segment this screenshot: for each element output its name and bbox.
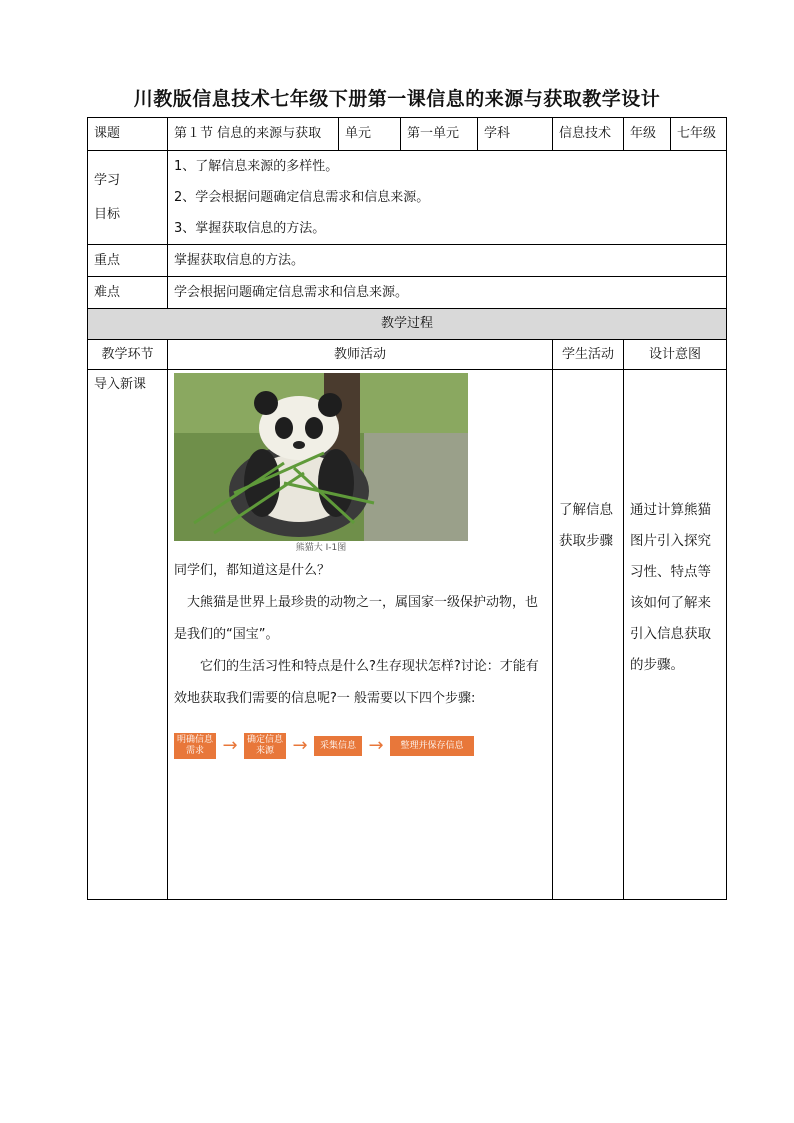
difficulty-label: 难点 (88, 277, 168, 309)
flow-step: 采集信息 (314, 736, 362, 756)
column-teacher: 教师活动 (168, 340, 553, 370)
column-stage: 教学环节 (88, 340, 168, 370)
lesson-plan-table (87, 117, 727, 900)
flow-step: 明确信息需求 (174, 733, 216, 759)
arrow-right-icon: → (222, 735, 238, 756)
document-title: 川教版信息技术七年级下册第一课信息的来源与获取教学设计 (133, 88, 661, 110)
arrow-right-icon: → (292, 735, 308, 756)
objectives-row (88, 151, 727, 245)
column-intent: 设计意图 (624, 340, 727, 370)
grade-label: 年级 (624, 118, 671, 151)
header-row (88, 118, 727, 151)
objectives-list (168, 151, 727, 245)
key-point-row (88, 245, 727, 277)
topic-value: 第１节 信息的来源与获取 (168, 118, 339, 151)
stage-name: 导入新课 (88, 370, 168, 900)
objectives-label: 学习 目标 (88, 151, 168, 245)
objective-item: 3、掌握获取信息的方法。 (174, 221, 326, 236)
info-steps-flow (174, 729, 546, 763)
objective-item: 2、学会根据问题确定信息需求和信息来源。 (174, 190, 430, 205)
teacher-paragraph: 同学们，都知道这是什么？ (174, 563, 331, 578)
key-point-text: 掌握获取信息的方法。 (168, 245, 727, 277)
unit-label: 单元 (339, 118, 401, 151)
image-caption: 熊猫大 I-1图 (295, 543, 347, 553)
unit-value: 第一单元 (401, 118, 478, 151)
column-student: 学生活动 (553, 340, 624, 370)
panda-photo (174, 373, 468, 541)
teacher-paragraph: 它们的生活习性和特点是什么?生存现状怎样?讨论：才能有效地获取我们需要的信息呢?一 般需要以下四个步骤: (174, 659, 539, 706)
process-heading: 教学过程 (88, 309, 727, 340)
subject-value: 信息技术 (553, 118, 624, 151)
flow-step: 确定信息来源 (244, 733, 286, 759)
flow-step: 整理并保存信息 (390, 736, 474, 756)
difficulty-text: 学会根据问题确定信息需求和信息来源。 (168, 277, 727, 309)
process-heading-row (88, 309, 727, 340)
intro-row (88, 370, 727, 900)
difficulty-row (88, 277, 727, 309)
topic-label: 课题 (88, 118, 168, 151)
objective-item: 1、了解信息来源的多样性。 (174, 159, 339, 174)
teacher-activity (168, 370, 553, 900)
teacher-paragraph: 大熊猫是世界上最珍贵的动物之一，属国家一级保护动物，也是我们的“国宝”。 (174, 595, 539, 642)
design-intent: 通过计算熊猫图片引入探究习性、特点等该如何了解来引入信息获取的步骤。 (624, 370, 727, 900)
process-columns-row (88, 340, 727, 370)
grade-value: 七年级 (671, 118, 727, 151)
arrow-right-icon: → (368, 735, 384, 756)
student-activity: 了解信息获取步骤 (553, 370, 624, 900)
subject-label: 学科 (478, 118, 553, 151)
key-point-label: 重点 (88, 245, 168, 277)
